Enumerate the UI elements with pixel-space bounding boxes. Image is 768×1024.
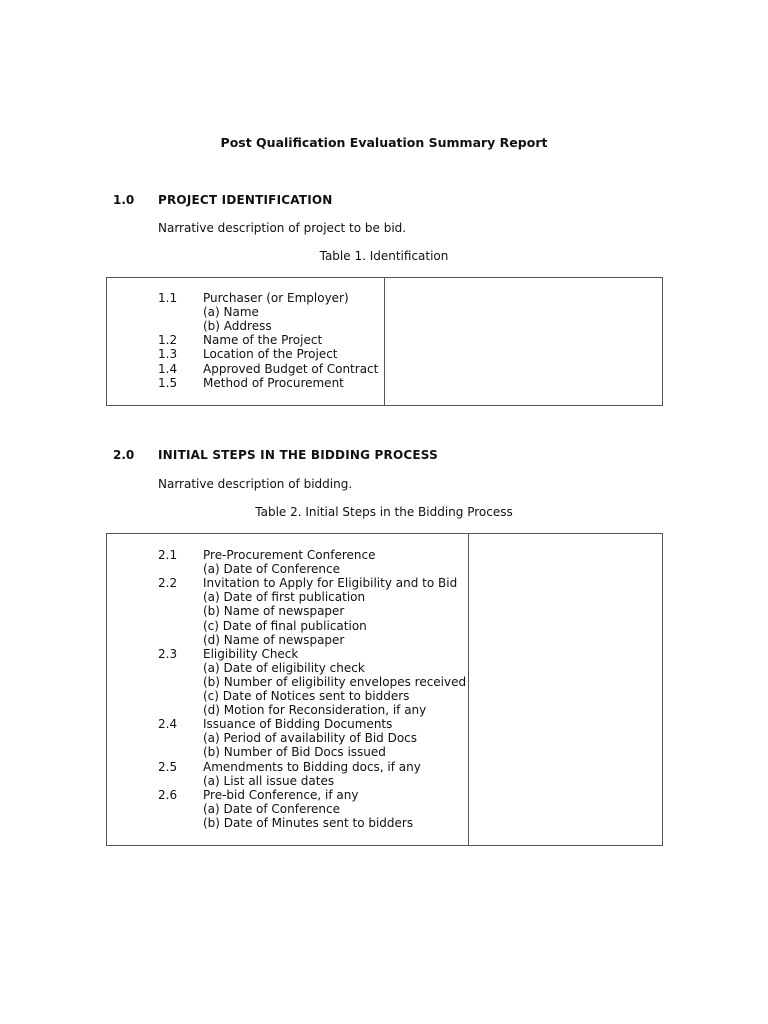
row-label: Eligibility Check xyxy=(203,646,299,661)
table-2-caption: Table 2. Initial Steps in the Bidding Process xyxy=(255,505,513,519)
table-row xyxy=(107,661,662,675)
row-label: Invitation to Apply for Eligibility and to Bid xyxy=(203,576,458,591)
row-label: (a) Date of Conference xyxy=(203,562,340,577)
table-row xyxy=(107,333,662,347)
table-row xyxy=(107,548,662,562)
section-2-number: 2.0 xyxy=(113,448,135,462)
row-label: (b) Name of newspaper xyxy=(203,604,345,619)
row-label: (a) Period of availability of Bid Docs xyxy=(203,731,418,746)
table-1-caption: Table 1. Identification xyxy=(319,249,449,263)
row-label: Pre-Procurement Conference xyxy=(203,548,376,562)
table-row xyxy=(107,576,662,590)
table-row xyxy=(107,319,662,333)
table-row xyxy=(107,717,662,731)
table-row xyxy=(107,675,662,689)
table-row xyxy=(107,604,662,618)
section-1-heading: PROJECT IDENTIFICATION xyxy=(158,193,333,207)
section-2-heading: INITIAL STEPS IN THE BIDDING PROCESS xyxy=(158,448,438,462)
identification-table xyxy=(106,277,663,406)
row-label: Amendments to Bidding docs, if any xyxy=(203,759,421,774)
row-number: 2.4 xyxy=(158,717,178,732)
row-label: (c) Date of final publication xyxy=(203,618,367,633)
table-row xyxy=(107,689,662,703)
row-label: Name of the Project xyxy=(203,333,323,348)
row-label: (b) Number of eligibility envelopes received xyxy=(203,674,467,689)
section-1-number: 1.0 xyxy=(113,193,135,207)
table-row xyxy=(107,291,662,305)
row-label: (c) Date of Notices sent to bidders xyxy=(203,689,410,703)
row-label: Approved Budget of Contract xyxy=(203,361,379,376)
table-row xyxy=(107,305,662,319)
row-number: 1.1 xyxy=(158,291,178,305)
row-number: 1.5 xyxy=(158,375,178,390)
table-row xyxy=(107,774,662,788)
table-row xyxy=(107,745,662,759)
section-2-narrative: Narrative description of bidding. xyxy=(158,477,353,491)
row-label: (a) Name xyxy=(203,305,259,320)
table-row xyxy=(107,347,662,361)
row-number: 2.2 xyxy=(158,576,178,591)
row-label: (a) Date of Conference xyxy=(203,801,340,816)
row-label: Location of the Project xyxy=(203,347,338,362)
row-label: Pre-bid Conference, if any xyxy=(203,787,359,802)
table-row xyxy=(107,731,662,745)
row-label: (b) Date of Minutes sent to bidders xyxy=(203,815,414,830)
row-number: 1.2 xyxy=(158,333,178,348)
section-1-narrative: Narrative description of project to be bid. xyxy=(158,221,407,235)
table-row xyxy=(107,647,662,661)
row-number: 1.4 xyxy=(158,361,178,376)
report-title: Post Qualification Evaluation Summary Report xyxy=(220,135,548,150)
table-row xyxy=(107,619,662,633)
table-row xyxy=(107,788,662,802)
table-row xyxy=(107,816,662,830)
bidding-steps-table xyxy=(106,533,663,846)
table-row xyxy=(107,802,662,816)
row-label: (a) List all issue dates xyxy=(203,773,335,788)
row-number: 2.1 xyxy=(158,548,178,562)
row-label: Method of Procurement xyxy=(203,375,344,390)
row-label: (b) Number of Bid Docs issued xyxy=(203,745,386,760)
row-label: (d) Motion for Reconsideration, if any xyxy=(203,703,427,718)
row-label: (a) Date of eligibility check xyxy=(203,660,365,675)
table-row xyxy=(107,362,662,376)
row-number: 2.3 xyxy=(158,646,178,661)
table-row xyxy=(107,376,662,390)
row-number: 2.6 xyxy=(158,787,178,802)
row-number: 2.5 xyxy=(158,759,178,774)
row-label: (d) Name of newspaper xyxy=(203,632,345,647)
table-row xyxy=(107,703,662,717)
row-label: (b) Address xyxy=(203,319,272,334)
row-label: Issuance of Bidding Documents xyxy=(203,717,393,732)
table-row xyxy=(107,760,662,774)
row-label: Purchaser (or Employer) xyxy=(203,291,349,305)
table-row xyxy=(107,590,662,604)
table-row xyxy=(107,633,662,647)
row-label: (a) Date of first publication xyxy=(203,590,366,605)
row-number: 1.3 xyxy=(158,347,178,362)
table-row xyxy=(107,562,662,576)
